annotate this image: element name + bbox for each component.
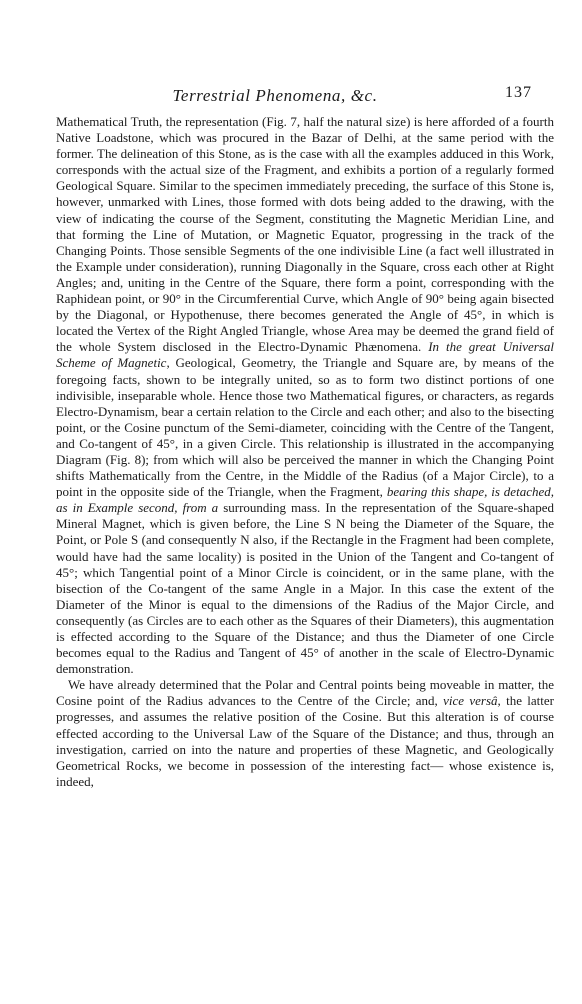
body-text [56, 114, 554, 790]
text-run: surrounding mass. In the representation of the Square-shaped Mineral Magnet, which is given before, the Line S N being the Diameter of the Square, the Point, or Pole S (and consequently N also, if the Rectangle in the Fragment had been complete, would have had the same locality) is posited in the Union of the Tangent and Co-tangent of 45°; which Tangential point of a Minor Circle is coincident, or in the same plane, with the bisection of the Co-tangent of the same Angle in a Major. In this case the extent of the Diameter of the Minor is equal to the dimensions of the Radius of the Major Circle, and consequently (as Circles are to each other as the Squares of their Diameters), this augmentation is effected according to the Square of the Distance; and thus the Diameter of one Circle becomes equal to the Radius and Tangent of 45° of another in the scale of Electro-Dynamic demonstration. [56, 500, 555, 677]
text-run: the latter progresses, and assumes the relative position of the Cosine. But this alteration is of course effected according to the Universal Law of the Square of the Distance; and thus, through an investigation, carried on into the nature and properties of these Magnetic, and Geologically Geometrical Rocks, we become in possession of the interesting fact— whose existence is, indeed, [56, 693, 554, 789]
paragraph-1 [56, 114, 554, 677]
text-run: Geological, Geometry, the Triangle and Square are, by means of the foregoing facts, shown to be integrally united, so as to form two distinct portions of one indivisible, inseparable whole. Hence those two Mathematical figures, or characters, as regards Electro-Dynamism, bear a certain relation to the Circle and each other; and also to the bisecting point, or the Cosine punctum of the Semi-diameter, coinciding with the Centre of the Tangent, and Co-tangent of 45°, in a given Circle. This relationship is illustrated in the accompanying Diagram (Fig. 8); from which will also be perceived the manner in which the Changing Point shifts Mathematically from the Centre, in the Middle of the Radius (of a Major Circle), to a point in the opposite side of the Triangle, when the Fragment, [56, 355, 554, 500]
italic-run: vice versâ, [443, 693, 501, 709]
paragraph-2 [56, 677, 554, 790]
text-run: Mathematical Truth, the representation (Fig. 7, half the natural size) is here afforded of a fourth Native Loadstone, which was procured in the Bazar of Delhi, at the same period with the former. The delineation of this Stone, as is the case with all the examples adduced in this Work, corresponds with the actual size of the Fragment, and exhibits a portion of a regularly formed Geological Square. Similar to the specimen immediately preceding, the surface of this Stone is, however, unmarked with Lines, those formed with dots being added to the drawing, with the view of indicating the course of the Segment, constituting the Magnetic Meridian Line, and that forming the Line of Mutation, or Magnetic Equator, progressing in the track of the Changing Points. Those sensible Segments of the one indivisible Line (a fact well illustrated in the Example under consideration), running Diagonally in the Square, cross each other at Right Angles; and, uniting in the Centre of the Square, there form a point, corresponding with the Raphidean point, or 90° in the Circumferential Curve, which Angle of 90° being again bisected by the Diagonal, or Hypothenuse, there becomes generated the Angle of 45°, in which is located the Vertex of the Right Angled Triangle, whose Area may be deemed the grand field of the whole System disclosed in the Electro-Dynamic Phænomena. [56, 114, 554, 355]
page-number: 137 [505, 84, 532, 101]
italic-run: bearing this shape, is detached, as in Example second, from a [56, 484, 554, 516]
italic-run: In the great Universal Scheme of Magnetic, [56, 339, 554, 371]
text-run: We have already determined that the Polar and Central points being moveable in matter, the Cosine point of the Radius advances to the Centre of the Circle; and, [56, 677, 554, 709]
running-title: Terrestrial Phenomena, &c. [172, 86, 378, 105]
